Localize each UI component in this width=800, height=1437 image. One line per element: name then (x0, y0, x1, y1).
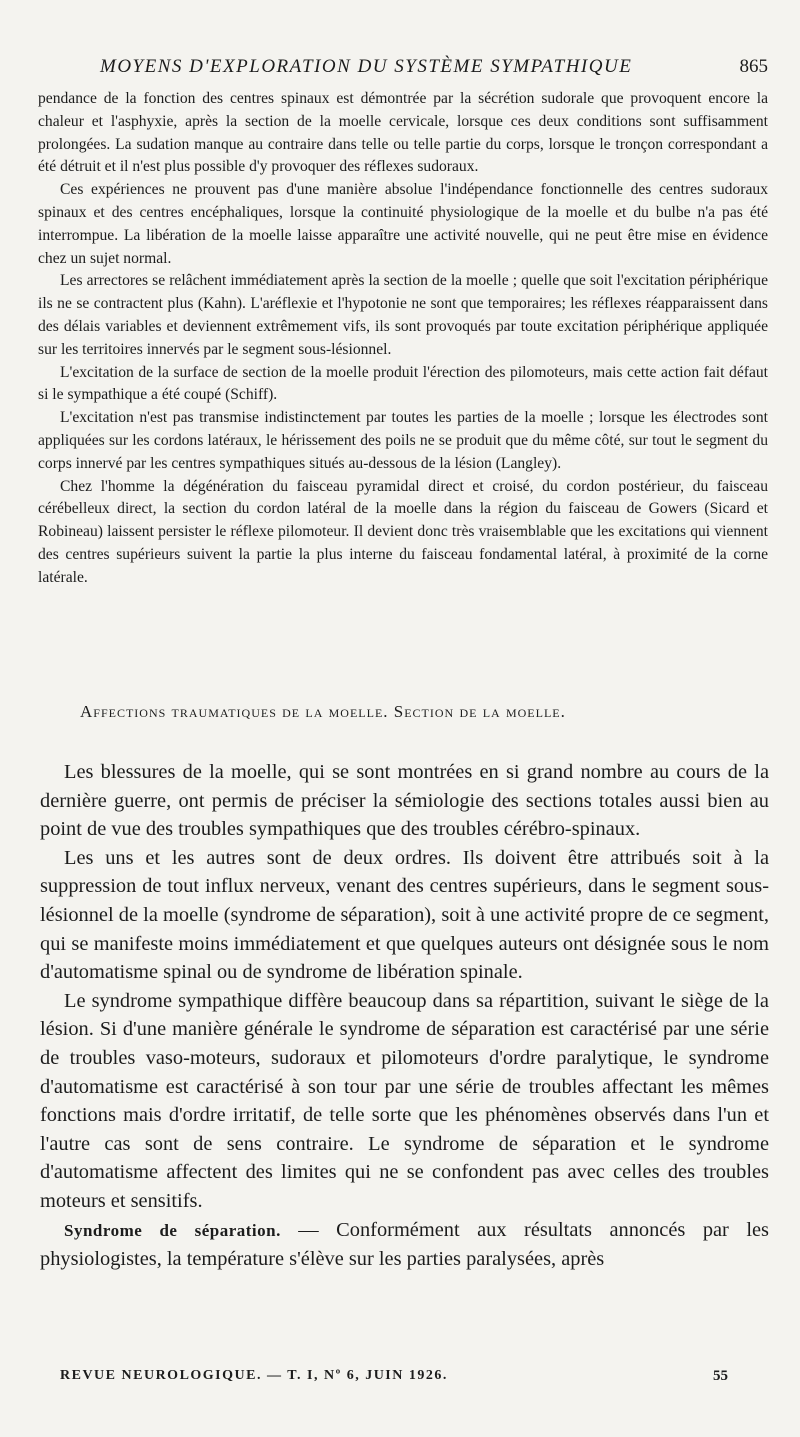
paragraph: Les uns et les autres sont de deux ordres. Ils doivent être attribués soit à la suppression de tout influx nerveux, venant des centres supérieurs, dans le segment sous-lésionnel de la moelle (syndrome de séparation), soit à une activité propre de ce segment, qui se manifeste moins immédiatement et que quelques auteurs ont désignée sous le nom d'automatisme spinal ou de syndrome de libération spinale. (40, 846, 769, 984)
paragraph: L'excitation de la surface de section de la moelle produit l'érection des pilomoteurs, mais cette action fait défaut si le sympathique a été coupé (Schiff). (38, 363, 768, 404)
paragraph: Ces expériences ne prouvent pas d'une manière absolue l'indépendance fonctionnelle des centres sudoraux spinaux et des centres encéphaliques, lorsque la continuité physiologique de la moelle et du bulbe n'a pas été interrompue. La libération de la moelle laisse apparaître une activité nouvelle, qui ne peut être mise en évidence chez un sujet normal. (38, 181, 768, 267)
main-text (40, 758, 769, 1274)
subsection-heading: Syndrome de séparation. (64, 1220, 281, 1240)
paragraph-text: — Conformément aux résultats annoncés par les physiologistes, la température s'élève sur les parties paralysées, après (40, 1218, 769, 1271)
running-title: MOYENS D'EXPLORATION DU SYSTÈME SYMPATHIQUE (100, 56, 633, 77)
journal-citation: REVUE NEUROLOGIQUE. — T. I, Nº 6, JUIN 1926. (60, 1368, 448, 1383)
paragraph: Le syndrome sympathique diffère beaucoup dans sa répartition, suivant le siège de la lésion. Si d'une manière générale le syndrome de séparation est caractérisé par une série de troubles vaso-moteurs, sudoraux et pilomoteurs d'ordre paralytique, le syndrome d'automatisme est caractérisé à son tour par une série de troubles affectant les mêmes fonctions mais d'ordre irritatif, de telle sorte que les phénomènes observés dans l'un et l'autre cas sont de sens contraire. Le syndrome de séparation et le syndrome d'automatisme affectent des limites qui ne se confondent pas avec celles des troubles moteurs et sensitifs. (40, 989, 769, 1212)
footer-page-number: 55 (713, 1368, 728, 1384)
section-heading: Affections traumatiques de la moelle. Section de la moelle. (80, 702, 566, 721)
paragraph: L'excitation n'est pas transmise indistinctement par toutes les parties de la moelle ; lorsque les électrodes sont appliquées sur les cordons latéraux, le hérissement des poils ne se produit que du même côté, sur tout le segment du corps innervé par les centres sympathiques situés au-dessous de la lésion (Langley). (38, 409, 768, 472)
page-footer (60, 1368, 728, 1384)
paragraph: Les blessures de la moelle, qui se sont montrées en si grand nombre au cours de la dernière guerre, ont permis de préciser la sémiologie des sections totales aussi bien au point de vue des troubles sympathiques que des troubles cérébro-spinaux. (40, 761, 769, 841)
paragraph-syndrome-separation (40, 1216, 769, 1274)
paragraph: Les arrectores se relâchent immédiatement après la section de la moelle ; quelle que soit l'excitation périphérique ils ne se contractent plus (Kahn). L'aréflexie et l'hypotonie ne sont que temporaires; les réflexes réapparaissent dans des délais variables et deviennent extrêmement vifs, ils sont provoqués par toute excitation périphérique appliquée sur les territoires innervés par le segment sous-lésionnel. (38, 272, 768, 358)
running-header (100, 56, 768, 78)
page-number: 865 (739, 56, 768, 77)
paragraph: Chez l'homme la dégénération du faisceau pyramidal direct et croisé, du cordon postérieur, du faisceau cérébelleux direct, la section du cordon latéral de la moelle dans la région du faisceau de Gowers (Sicard et Robineau) laissent persister le réflexe pilomoteur. Il devient donc très vraisemblable que les excitations qui viennent des centres supérieurs suivent la partie la plus interne du faisceau fondamental latéral, à proximité de la corne latérale. (38, 477, 768, 586)
paragraph: pendance de la fonction des centres spinaux est démontrée par la sécrétion sudorale que provoquent encore la chaleur et l'asphyxie, après la section de la moelle cervicale, lorsque ces deux conditions sont suffisamment prolongées. La sudation manque au contraire dans telle ou telle partie du corps, lorsque le tronçon correspondant a été détruit et il n'est plus possible d'y provoquer des réflexes sudoraux. (38, 90, 768, 176)
small-print-text (38, 88, 768, 590)
